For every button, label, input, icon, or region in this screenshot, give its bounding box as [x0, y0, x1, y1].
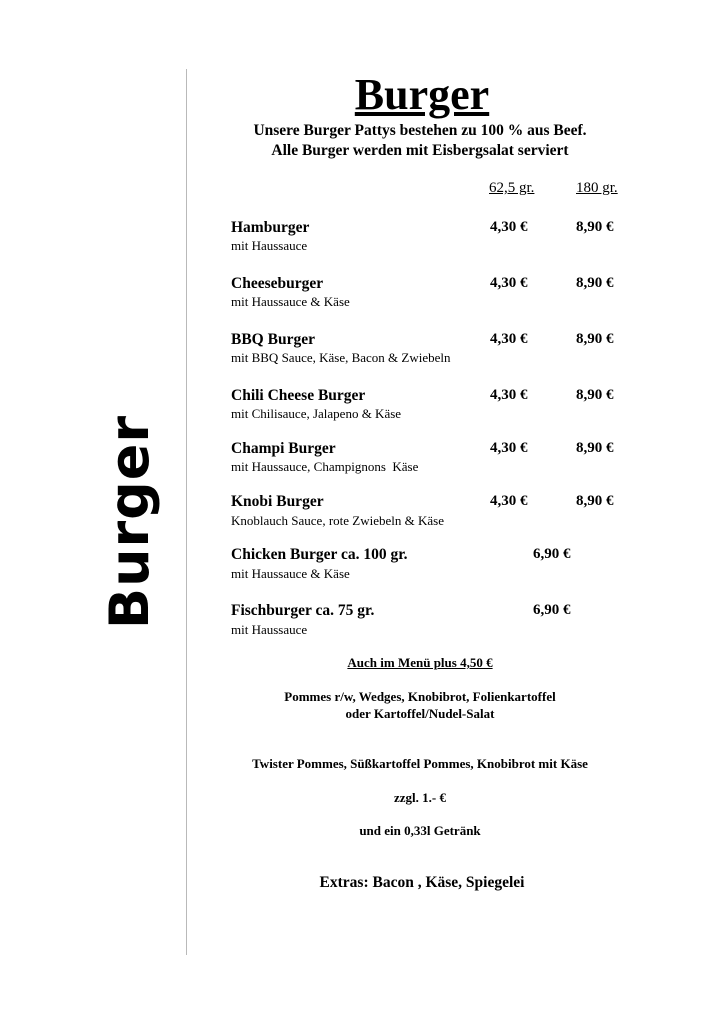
price-single: 6,90 €	[533, 602, 571, 618]
menu-sides-line1: Pommes r/w, Wedges, Knobibrot, Folienkartoffel	[284, 689, 556, 704]
vertical-divider	[186, 69, 187, 955]
price-large: 8,90 €	[576, 440, 614, 456]
menu-item-desc: mit Haussauce	[231, 622, 308, 637]
menu-item-desc: mit BBQ Sauce, Käse, Bacon & Zwiebeln	[231, 350, 451, 365]
menu-item-desc: mit Haussauce & Käse	[231, 294, 350, 309]
menu-item-name: Hamburger	[231, 219, 310, 236]
menu-item-desc: Knoblauch Sauce, rote Zwiebeln & Käse	[231, 513, 444, 528]
price-small: 4,30 €	[490, 440, 528, 456]
menu-item-name: Chicken Burger ca. 100 gr.	[231, 546, 408, 563]
subtitle-beef: Unsere Burger Pattys bestehen zu 100 % aus Beef.	[253, 122, 587, 139]
menu-premium-sides: Twister Pommes, Süßkartoffel Pommes, Knobibrot mit Käse	[252, 756, 588, 771]
menu-item-desc: mit Haussauce, Champignons Käse	[231, 459, 419, 474]
menu-sides-line2: oder Kartoffel/Nudel-Salat	[345, 706, 495, 721]
price-small: 4,30 €	[490, 275, 528, 291]
price-small: 4,30 €	[490, 493, 528, 509]
menu-deal-heading: Auch im Menü plus 4,50 €	[347, 655, 493, 670]
menu-item-desc: mit Haussauce & Käse	[231, 566, 350, 581]
price-small: 4,30 €	[490, 331, 528, 347]
price-large: 8,90 €	[576, 387, 614, 403]
price-large: 8,90 €	[576, 275, 614, 291]
size-label-large: 180 gr.	[576, 180, 618, 196]
menu-drink: und ein 0,33l Getränk	[359, 823, 481, 838]
extras-line: Extras: Bacon , Käse, Spiegelei	[319, 874, 525, 891]
menu-surcharge: zzgl. 1.- €	[394, 790, 446, 805]
price-small: 4,30 €	[490, 387, 528, 403]
price-small: 4,30 €	[490, 219, 528, 235]
page-title: Burger	[354, 70, 490, 119]
price-large: 8,90 €	[576, 331, 614, 347]
menu-item-name: Knobi Burger	[231, 493, 324, 510]
menu-item-desc: mit Chilisauce, Jalapeno & Käse	[231, 406, 402, 421]
size-label-small: 62,5 gr.	[489, 180, 535, 196]
subtitle-salad: Alle Burger werden mit Eisbergsalat serviert	[271, 142, 569, 159]
menu-item-name: Chili Cheese Burger	[231, 387, 366, 404]
price-large: 8,90 €	[576, 219, 614, 235]
menu-item-name: Fischburger ca. 75 gr.	[231, 602, 375, 619]
menu-item-desc: mit Haussauce	[231, 238, 308, 253]
menu-item-name: BBQ Burger	[231, 331, 315, 348]
menu-item-name: Cheeseburger	[231, 275, 324, 292]
menu-item-name: Champi Burger	[231, 440, 336, 457]
price-large: 8,90 €	[576, 493, 614, 509]
price-single: 6,90 €	[533, 546, 571, 562]
side-title: Burger	[98, 414, 161, 630]
